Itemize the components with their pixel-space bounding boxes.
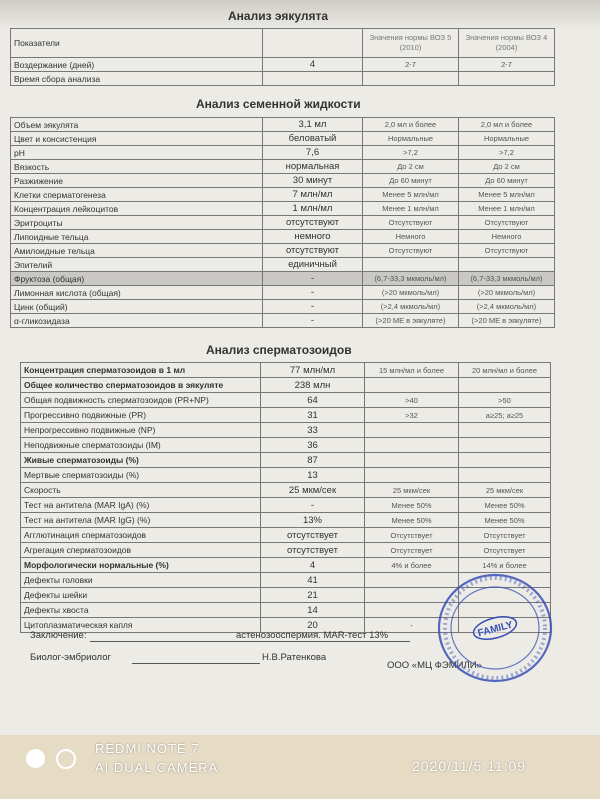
ejaculate-table <box>10 28 555 86</box>
row-value: 21 <box>261 588 365 603</box>
table-row <box>21 393 551 408</box>
row-value: 30 минут <box>263 174 363 188</box>
row-label: Цитоплазматическая капля <box>21 618 261 633</box>
row-norm-2010: (>2,4 мкмоль/мл) <box>363 300 459 314</box>
row-norm-2004: Менее 50% <box>459 513 551 528</box>
row-label: Концентрация сперматозоидов в 1 мл <box>21 363 261 378</box>
row-norm-2010: 2-7 <box>363 58 459 72</box>
row-norm-2010: Менее 50% <box>365 498 459 513</box>
row-norm-2010: (>20 мкмоль/мл) <box>363 286 459 300</box>
row-label: Фруктоза (общая) <box>11 272 263 286</box>
row-value: отсутствуют <box>263 216 363 230</box>
row-label: Разжижение <box>11 174 263 188</box>
row-norm-2010 <box>365 468 459 483</box>
row-value: 14 <box>261 603 365 618</box>
row-norm-2010: До 2 см <box>363 160 459 174</box>
row-norm-2004: (>20 мкмоль/мл) <box>459 286 555 300</box>
row-norm-2004: Отсутствует <box>459 528 551 543</box>
row-norm-2010 <box>363 72 459 86</box>
conclusion-label: Заключение: <box>30 630 87 641</box>
row-norm-2010: Отсутствуют <box>363 216 459 230</box>
row-value: отсутствует <box>261 543 365 558</box>
row-value: 33 <box>261 423 365 438</box>
row-value: 3,1 мл <box>263 118 363 132</box>
row-label: α-гликозидаза <box>11 314 263 328</box>
row-value: - <box>263 272 363 286</box>
row-value: 7,6 <box>263 146 363 160</box>
row-value: 25 мкм/сек <box>261 483 365 498</box>
row-norm-2010: >40 <box>365 393 459 408</box>
table-row <box>11 230 555 244</box>
table-row <box>21 438 551 453</box>
row-label: Общее количество сперматозоидов в эякуляте <box>21 378 261 393</box>
row-norm-2010: 15 млн/мл и более <box>365 363 459 378</box>
table-row <box>11 258 555 272</box>
row-norm-2010: 2,0 мл и более <box>363 118 459 132</box>
row-norm-2004: Нормальные <box>459 132 555 146</box>
row-label: Дефекты шейки <box>21 588 261 603</box>
row-norm-2004: (6,7-33,3 мкмоль/мл) <box>459 272 555 286</box>
header-who2010: Значения нормы ВОЗ 5 (2010) <box>363 29 459 58</box>
row-norm-2010 <box>365 423 459 438</box>
row-norm-2010: Менее 5 млн/мл <box>363 188 459 202</box>
header-who2004: Значения нормы ВОЗ 4 (2004) <box>459 29 555 58</box>
table-row <box>21 543 551 558</box>
row-norm-2010: >32 <box>365 408 459 423</box>
watermark-model: REDMI NOTE 7 <box>95 741 200 756</box>
row-value: беловатый <box>263 132 363 146</box>
row-label: Дефекты хвоста <box>21 603 261 618</box>
table-row <box>21 558 551 573</box>
row-norm-2004: >7,2 <box>459 146 555 160</box>
table-row <box>11 314 555 328</box>
row-norm-2004: 20 млн/мл и более <box>459 363 551 378</box>
row-value: 13% <box>261 513 365 528</box>
row-label: Эритроциты <box>11 216 263 230</box>
table-row <box>11 188 555 202</box>
row-norm-2004: Менее 1 млн/мл <box>459 202 555 216</box>
table-row <box>21 378 551 393</box>
table-row <box>11 300 555 314</box>
row-label: Эпителий <box>11 258 263 272</box>
row-label: Цвет и консистенция <box>11 132 263 146</box>
row-label: Скорость <box>21 483 261 498</box>
row-norm-2004: Менее 50% <box>459 498 551 513</box>
row-label: Агрегация сперматозоидов <box>21 543 261 558</box>
row-value: 20 <box>261 618 365 633</box>
row-value: - <box>263 286 363 300</box>
row-value: 4 <box>263 58 363 72</box>
clinic-stamp <box>436 572 554 684</box>
row-norm-2004 <box>459 378 551 393</box>
row-label: Живые сперматозоиды (%) <box>21 453 261 468</box>
row-norm-2010: Менее 1 млн/мл <box>363 202 459 216</box>
row-label: Непрогрессивно подвижные (NP) <box>21 423 261 438</box>
row-norm-2004: 14% и более <box>459 558 551 573</box>
table-row <box>21 453 551 468</box>
table-row <box>11 216 555 230</box>
row-norm-2010: - <box>365 618 459 633</box>
table-row <box>11 132 555 146</box>
row-norm-2010: 4% и более <box>365 558 459 573</box>
row-norm-2004 <box>459 258 555 272</box>
row-label: Амилоидные тельца <box>11 244 263 258</box>
table-header-row <box>11 29 555 58</box>
watermark-camera: AI DUAL CAMERA <box>95 760 219 775</box>
row-label: Клетки сперматогенеза <box>11 188 263 202</box>
row-label: Воздержание (дней) <box>11 58 263 72</box>
row-norm-2004 <box>459 453 551 468</box>
row-norm-2004: Немного <box>459 230 555 244</box>
sperm-title: Анализ сперматозоидов <box>206 343 352 357</box>
row-norm-2010: >7,2 <box>363 146 459 160</box>
table-row <box>11 174 555 188</box>
biologist-label: Биолог-эмбриолог <box>30 652 111 663</box>
watermark-dot-outline <box>56 749 76 769</box>
row-norm-2004: Отсутствуют <box>459 216 555 230</box>
row-value: 87 <box>261 453 365 468</box>
row-norm-2010: Отсутствует <box>365 528 459 543</box>
row-value: отсутствуют <box>263 244 363 258</box>
row-label: Морфологически нормальные (%) <box>21 558 261 573</box>
row-norm-2010: До 60 минут <box>363 174 459 188</box>
signature-line <box>132 663 260 664</box>
row-norm-2004: >50 <box>459 393 551 408</box>
table-row <box>21 528 551 543</box>
row-norm-2010: (6,7-33,3 мкмоль/мл) <box>363 272 459 286</box>
row-norm-2010: Немного <box>363 230 459 244</box>
row-value: 31 <box>261 408 365 423</box>
row-value: единичный <box>263 258 363 272</box>
row-norm-2010 <box>365 438 459 453</box>
row-norm-2004: 2,0 мл и более <box>459 118 555 132</box>
row-norm-2004: (>20 МЕ в эякуляте) <box>459 314 555 328</box>
row-value: 64 <box>261 393 365 408</box>
conclusion-underline <box>90 641 410 642</box>
row-value: 36 <box>261 438 365 453</box>
row-norm-2004: До 2 см <box>459 160 555 174</box>
row-norm-2010: Отсутствует <box>365 543 459 558</box>
row-value: нормальная <box>263 160 363 174</box>
table-row <box>11 58 555 72</box>
row-value: 41 <box>261 573 365 588</box>
table-row <box>11 118 555 132</box>
row-label: Неподвижные сперматозоиды (IM) <box>21 438 261 453</box>
table-row <box>21 423 551 438</box>
row-norm-2010 <box>363 258 459 272</box>
watermark-dot-filled <box>26 749 45 768</box>
row-norm-2004 <box>459 438 551 453</box>
row-norm-2010: Менее 50% <box>365 513 459 528</box>
header-label: Показатели <box>11 29 263 58</box>
row-label: Дефекты головки <box>21 573 261 588</box>
table-row <box>21 498 551 513</box>
row-norm-2004: До 60 минут <box>459 174 555 188</box>
table-row <box>21 408 551 423</box>
row-norm-2004 <box>459 468 551 483</box>
table-row <box>11 286 555 300</box>
row-value <box>263 72 363 86</box>
watermark-timestamp: 2020/11/5 11:09 <box>412 758 527 774</box>
row-value: немного <box>263 230 363 244</box>
row-label: Объем эякулята <box>11 118 263 132</box>
row-value: 238 млн <box>261 378 365 393</box>
row-label: Концентрация лейкоцитов <box>11 202 263 216</box>
row-label: Прогрессивно подвижные (PR) <box>21 408 261 423</box>
row-label: Мертвые сперматозоиды (%) <box>21 468 261 483</box>
row-norm-2010 <box>365 453 459 468</box>
seminal-table <box>10 117 555 328</box>
row-value: 77 млн/мл <box>261 363 365 378</box>
row-norm-2010 <box>365 378 459 393</box>
row-norm-2004 <box>459 423 551 438</box>
row-norm-2004: 25 мкм/сек <box>459 483 551 498</box>
table-row <box>21 483 551 498</box>
row-norm-2004: 2-7 <box>459 58 555 72</box>
table-row <box>21 513 551 528</box>
table-row <box>11 72 555 86</box>
row-norm-2010: Нормальные <box>363 132 459 146</box>
row-label: Вязкость <box>11 160 263 174</box>
biologist-name: Н.В.Ратенкова <box>262 652 327 663</box>
row-label: pH <box>11 146 263 160</box>
row-norm-2004: Отсутствуют <box>459 244 555 258</box>
row-norm-2004: Отсутствует <box>459 543 551 558</box>
table-row <box>21 468 551 483</box>
ejaculate-title: Анализ эякулята <box>228 9 329 23</box>
table-row <box>11 244 555 258</box>
row-norm-2004: Менее 5 млн/мл <box>459 188 555 202</box>
table-row <box>11 160 555 174</box>
table-row <box>11 272 555 286</box>
row-label: Цинк (общий) <box>11 300 263 314</box>
row-value: 4 <box>261 558 365 573</box>
row-norm-2004: a≥25; a≥25 <box>459 408 551 423</box>
seminal-title: Анализ семенной жидкости <box>196 97 361 111</box>
row-value: отсутствует <box>261 528 365 543</box>
row-label: Время сбора анализа <box>11 72 263 86</box>
table-row <box>11 202 555 216</box>
table-row <box>11 146 555 160</box>
clinic-name: ООО «МЦ ФЭМИЛИ» <box>387 660 482 671</box>
row-norm-2010: 25 мкм/сек <box>365 483 459 498</box>
row-norm-2010: (>20 МЕ в эякуляте) <box>363 314 459 328</box>
row-value: - <box>263 300 363 314</box>
row-value: - <box>263 314 363 328</box>
conclusion-text: астенозооспермия. MAR-тест 13% <box>236 630 389 641</box>
row-norm-2004 <box>459 72 555 86</box>
row-label: Общая подвижность сперматозоидов (PR+NP) <box>21 393 261 408</box>
row-value: 13 <box>261 468 365 483</box>
header-value <box>263 29 363 58</box>
row-value: 1 млн/мл <box>263 202 363 216</box>
row-label: Липоидные тельца <box>11 230 263 244</box>
row-label: Тест на антитела (MAR IgA) (%) <box>21 498 261 513</box>
table-row <box>21 363 551 378</box>
row-label: Тест на антитела (MAR IgG) (%) <box>21 513 261 528</box>
row-label: Лимонная кислота (общая) <box>11 286 263 300</box>
row-value: - <box>261 498 365 513</box>
row-norm-2004: (>2,4 мкмоль/мл) <box>459 300 555 314</box>
row-label: Агглютинация сперматозоидов <box>21 528 261 543</box>
row-norm-2010: Отсутствуют <box>363 244 459 258</box>
row-value: 7 млн/мл <box>263 188 363 202</box>
stamp-text: FAMILY <box>476 619 515 640</box>
